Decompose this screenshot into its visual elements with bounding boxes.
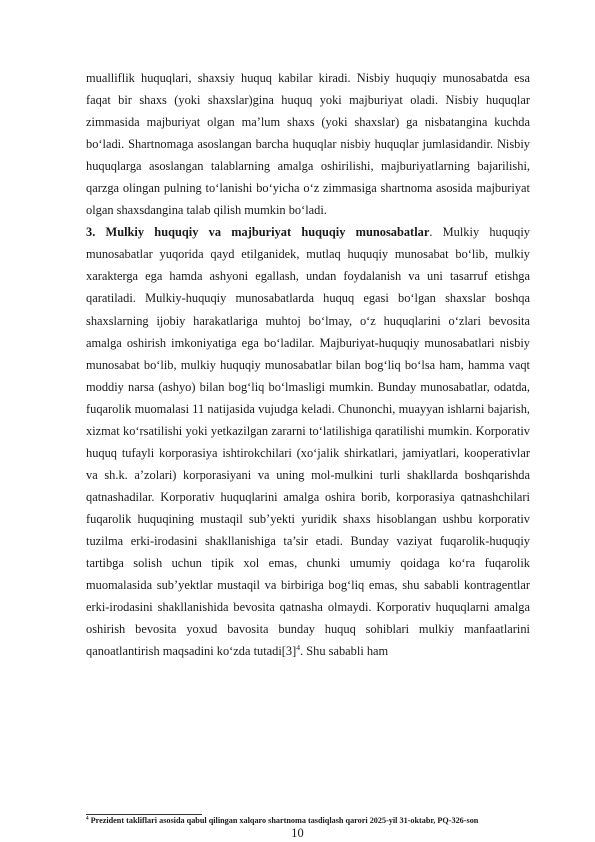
paragraph-mulkiy-huquq xyxy=(86,221,530,662)
footnote-marker: 4 xyxy=(86,815,89,822)
section-heading: 3. Mulkiy huquqiy va majburiyat huquqiy munosabatlar xyxy=(86,225,430,240)
main-text xyxy=(86,67,530,662)
footnote-text: Prezident takliflari asosida qabul qilingan xalqaro shartnoma tasdiqlash qarori 2025-yil 31-oktabr, PQ-326-son xyxy=(88,816,479,825)
footnote-reference[interactable]: 4 xyxy=(296,643,301,653)
page-number: 10 xyxy=(291,826,304,840)
footnote xyxy=(86,816,546,826)
paragraph-tail: . Shu sababli ham xyxy=(300,644,389,659)
footnote-divider xyxy=(86,814,202,815)
paragraph-body: . Mulkiy huquqiy munosabatlar yuqorida qayd etilganidek, mutlaq huquqiy munosabat bo‘lib, mulkiy xarakterga ega hamda ashyoni egallash, undan foydalanish va uni tasarruf etishga qaratiladi. Mulkiy-huquqiy munosabatlarda huquq egasi bo‘lgan shaxslar boshqa shaxslarning ijobiy harakatlariga muhtoj bo‘lmay, o‘z huquqlarini o‘zlari bevosita amalga oshirish imkoniyatiga ega bo‘ladilar. Majburiyat-huquqiy munosabatlari nisbiy munosabat bo‘lib, mulkiy huquqiy munosabatlar bilan bog‘liq bo‘lsa ham, hamma vaqt moddiy narsa (ashyo) bilan bog‘liq bo‘lmasligi mumkin. Bunday munosabatlar, odatda, fuqarolik muomalasi 11 natijasida vujudga keladi. Chunonchi, muayyan ishlarni bajarish, xizmat ko‘rsatilishi yoki yetkazilgan zararni to‘latilishiga qaratilishi mumkin. Korporativ huquq tufayli korporasiya ishtirokchilari (xo‘jalik shirkatlari, jamiyatlari, kooperativlar va sh.k. a’zolari) korporasiyani va uning mol-mulkini turli shakllarda boshqarishda qatnashadilar. Korporativ huquqlarini amalga oshira borib, korporasiya qatnashchilari fuqarolik huquqining mustaqil sub’yekti yuridik shaxs hisoblangan ushbu korporativ tuzilma erki-irodasini shakllanishiga ta’sir etadi. Bunday vaziyat fuqarolik-huquqiy tartibga solish uchun tipik xol emas, chunki umumiy qoidaga ko‘ra fuqarolik muomalasida sub’yektlar mustaqil va birbiriga bog‘liq emas, shu sababli kontragentlar erki-irodasini shakllanishida bevosita qatnasha olmaydi. Korporativ huquqlarni amalga oshirish bevosita yoxud bavosita bunday huquq sohiblari mulkiy manfaatlarini qanoatlantirish maqsadini ko‘zda tutadi[3] xyxy=(86,225,530,659)
paragraph-nisbiy-huquq: mualliflik huquqlari, shaxsiy huquq kabilar kiradi. Nisbiy huquqiy munosabatda esa faqat bir shaxs (yoki shaxslar)gina huquq yoki majburiyat oladi. Nisbiy huquqlar zimmasida majburiyat olgan ma’lum shaxs (yoki shaxslar) ga nisbatangina kuchda bo‘ladi. Shartnomaga asoslangan barcha huquqlar nisbiy huquqlar jumlasidandir. Nisbiy huquqlarga asoslangan talablarning amalga oshirilishi, majburiyatlarning bajarilishi, qarzga olingan pulning to‘lanishi bo‘yicha o‘z zimmasiga shartnoma asosida majburiyat olgan shaxsdangina talab qilish mumkin bo‘ladi. xyxy=(86,71,530,218)
